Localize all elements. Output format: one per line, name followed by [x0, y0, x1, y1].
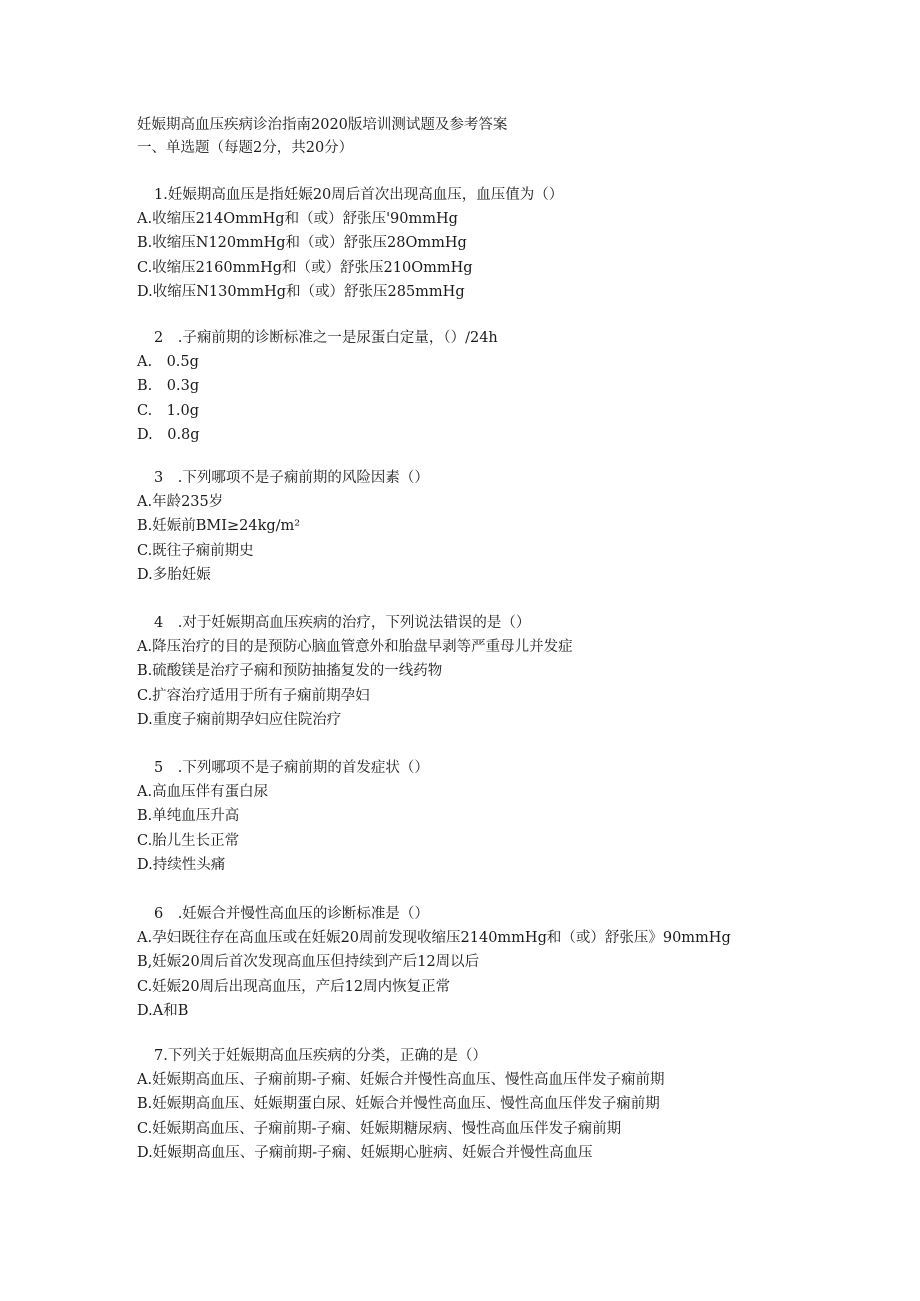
option-d: D.重度子痫前期孕妇应住院治疗 [137, 711, 342, 728]
option-b: B.单纯血压升高 [137, 808, 240, 825]
option-b: B.硫酸镁是治疗子痫和预防抽搐复发的一线药物 [137, 663, 443, 680]
question-3 [137, 468, 837, 589]
option-a: A.孕妇既往存在高血压或在妊娠20周前发现收缩压2140mmHg和（或）舒张压》90mmHg [137, 930, 731, 946]
option-a: A.年龄235岁 [137, 494, 224, 510]
question-5 [137, 758, 837, 879]
question-6 [137, 904, 837, 1025]
option-b: B. 0.3g [137, 378, 200, 395]
option-a: A.高血压伴有蛋白尿 [137, 784, 269, 800]
option-c: C. 1.0g [137, 402, 200, 419]
document-title: 妊娠期高血压疾病诊治指南2020版培训测试题及参考答案 [137, 117, 508, 133]
option-b: B.妊娠期高血压、妊娠期蛋白尿、妊娠合并慢性高血压、慢性高血压伴发子痫前期 [137, 1096, 660, 1113]
option-d: D. 0.8g [137, 426, 200, 443]
option-c: C.胎儿生长正常 [137, 832, 240, 849]
option-c: C.收缩压2160mmHg和（或）舒张压210OmmHg [137, 259, 473, 276]
option-b: B.妊娠前BMI≥24kg∕m² [137, 518, 301, 535]
question-4 [137, 613, 837, 734]
option-c: C.既往子痫前期史 [137, 542, 254, 559]
option-a: A.降压治疗的目的是预防心脑血管意外和胎盘早剥等严重母儿并发症 [137, 639, 573, 655]
option-d: D.妊娠期高血压、子痫前期-子痫、妊娠期心脏病、妊娠合并慢性高血压 [137, 1144, 593, 1161]
option-c: C.妊娠期高血压、子痫前期-子痫、妊娠期糖尿病、慢性高血压伴发子痫前期 [137, 1120, 622, 1137]
option-d: D.收缩压N130mmHg和（或）舒张压285mmHg [137, 283, 465, 300]
question-1 [137, 185, 837, 306]
option-a: A.妊娠期高血压、子痫前期-子痫、妊娠合并慢性高血压、慢性高血压伴发子痫前期 [137, 1072, 665, 1088]
question-stem: 4 .对于妊娠期高血压疾病的治疗，下列说法错误的是（） [154, 615, 531, 631]
option-b: B.收缩压N120mmHg和（或）舒张压28OmmHg [137, 235, 467, 252]
option-d: D.持续性头痛 [137, 856, 226, 873]
option-d: D.多胎妊娠 [137, 566, 211, 583]
question-stem: 1.妊娠期高血压是指妊娠20周后首次出现高血压，血压值为（） [154, 187, 564, 203]
question-7 [137, 1046, 837, 1167]
option-a: A.收缩压214OmmHg和（或）舒张压'90mmHg [137, 211, 458, 227]
option-b: B,妊娠20周后首次发现高血压但持续到产后12周以后 [137, 954, 480, 971]
option-d: D.A和B [137, 1002, 189, 1019]
option-c: C.妊娠20周后出现高血压，产后12周内恢复正常 [137, 978, 451, 995]
question-stem: 2 .子痫前期的诊断标准之一是尿蛋白定量，（）∕24h [154, 330, 498, 346]
option-c: C.扩容治疗适用于所有子痫前期孕妇 [137, 687, 370, 704]
question-2 [137, 328, 837, 449]
question-stem: 5 .下列哪项不是子痫前期的首发症状（） [154, 760, 429, 776]
question-stem: 7.下列关于妊娠期高血压疾病的分类，正确的是（） [154, 1048, 487, 1064]
question-stem: 6 .妊娠合并慢性高血压的诊断标准是（） [154, 906, 429, 922]
question-stem: 3 .下列哪项不是子痫前期的风险因素（） [154, 470, 429, 486]
option-a: A. 0.5g [137, 354, 199, 370]
section-heading: 一、单选题（每题2分，共20分） [137, 140, 354, 156]
